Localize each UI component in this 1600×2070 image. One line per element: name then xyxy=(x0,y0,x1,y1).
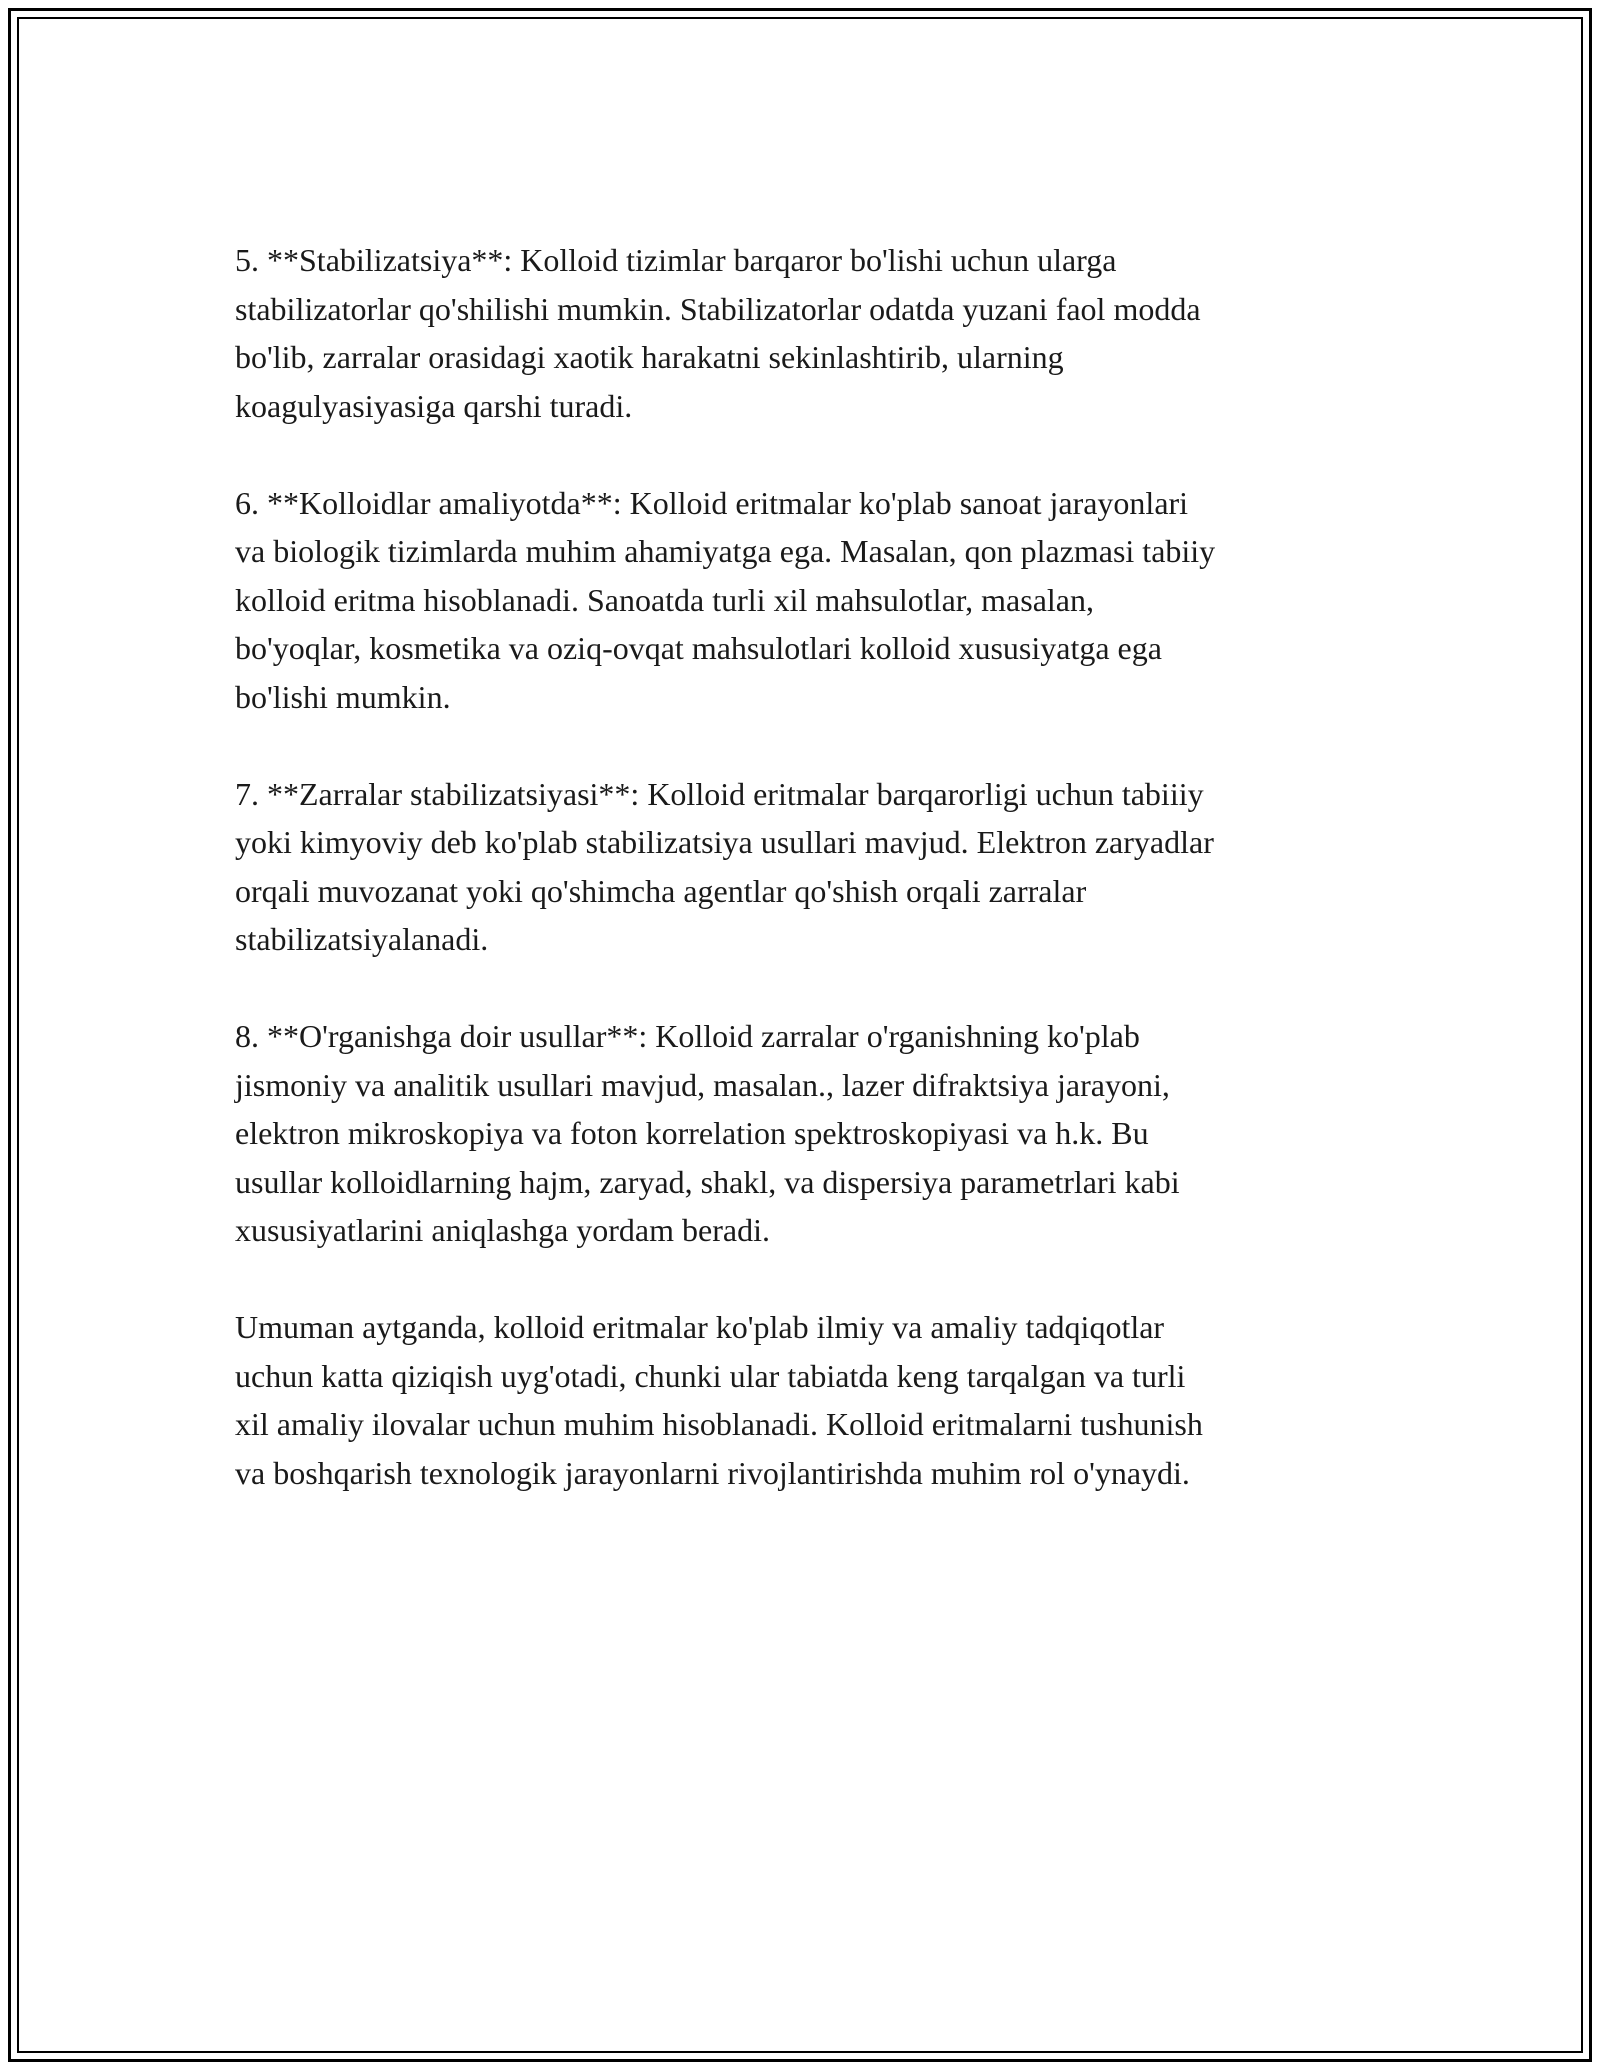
text-line: 6. **Kolloidlar amaliyotda**: Kolloid eritmalar ko'plab sanoat jarayonlari xyxy=(235,484,1189,521)
paragraph-stabilizatsiya xyxy=(235,236,1385,430)
text-line: bo'lib, zarralar orasidagi xaotik harakatni sekinlashtirib, ularning xyxy=(235,339,1064,375)
text-line: bo'lishi mumkin. xyxy=(235,678,451,715)
text-line: usullar kolloidlarning hajm, zaryad, shakl, va dispersiya parametrlari kabi xyxy=(235,1163,1180,1200)
text-line: kolloid eritma hisoblanadi. Sanoatda turli xil mahsulotlar, masalan, xyxy=(235,581,1094,618)
text-line: koagulyasiyasiga qarshi turadi. xyxy=(235,387,633,424)
text-line: elektron mikroskopiya va foton korrelation spektroskopiyasi va h.k. Bu xyxy=(235,1115,1149,1151)
text-line: jismoniy va analitik usullari mavjud, masalan., lazer difraktsiya jarayoni, xyxy=(235,1066,1170,1103)
text-line: va boshqarish texnologik jarayonlarni rivojlantirishda muhim rol o'ynaydi. xyxy=(235,1454,1190,1491)
paragraph-kolloidlar-amaliyotda xyxy=(235,479,1385,722)
text-line: 8. **O'rganishga doir usullar**: Kolloid zarralar o'rganishning ko'plab xyxy=(235,1018,1140,1054)
text-line: uchun katta qiziqish uyg'otadi, chunki ular tabiatda keng tarqalgan va turli xyxy=(235,1357,1186,1394)
text-line: bo'yoqlar, kosmetika va oziq-ovqat mahsulotlari kolloid xususiyatga ega xyxy=(235,630,1162,666)
text-line: stabilizatsiyalanadi. xyxy=(235,921,489,957)
text-line: stabilizatorlar qo'shilishi mumkin. Stabilizatorlar odatda yuzani faol modda xyxy=(235,290,1201,327)
text-line: 5. **Stabilizatsiya**: Kolloid tizimlar barqaror bo'lishi uchun ularga xyxy=(235,242,1117,278)
text-line: yoki kimyoviy deb ko'plab stabilizatsiya usullari mavjud. Elektron zaryadlar xyxy=(235,824,1214,860)
paragraph-zarralar-stabilizatsiyasi xyxy=(235,770,1385,964)
text-line: xil amaliy ilovalar uchun muhim hisoblanadi. Kolloid eritmalarni tushunish xyxy=(235,1406,1203,1442)
text-line: 7. **Zarralar stabilizatsiyasi**: Kolloid eritmalar barqarorligi uchun tabiiiy xyxy=(235,775,1204,812)
paragraph-conclusion xyxy=(235,1303,1385,1497)
text-line: Umuman aytganda, kolloid eritmalar ko'plab ilmiy va amaliy tadqiqotlar xyxy=(235,1309,1165,1345)
text-line: xususiyatlarini aniqlashga yordam beradi. xyxy=(235,1212,770,1248)
text-line: va biologik tizimlarda muhim ahamiyatga ega. Masalan, qon plazmasi tabiiy xyxy=(235,533,1216,569)
text-line: orqali muvozanat yoki qo'shimcha agentlar qo'shish orqali zarralar xyxy=(235,872,1087,909)
paragraph-organishga-doir-usullar xyxy=(235,1012,1385,1255)
document-body xyxy=(235,236,1385,1546)
